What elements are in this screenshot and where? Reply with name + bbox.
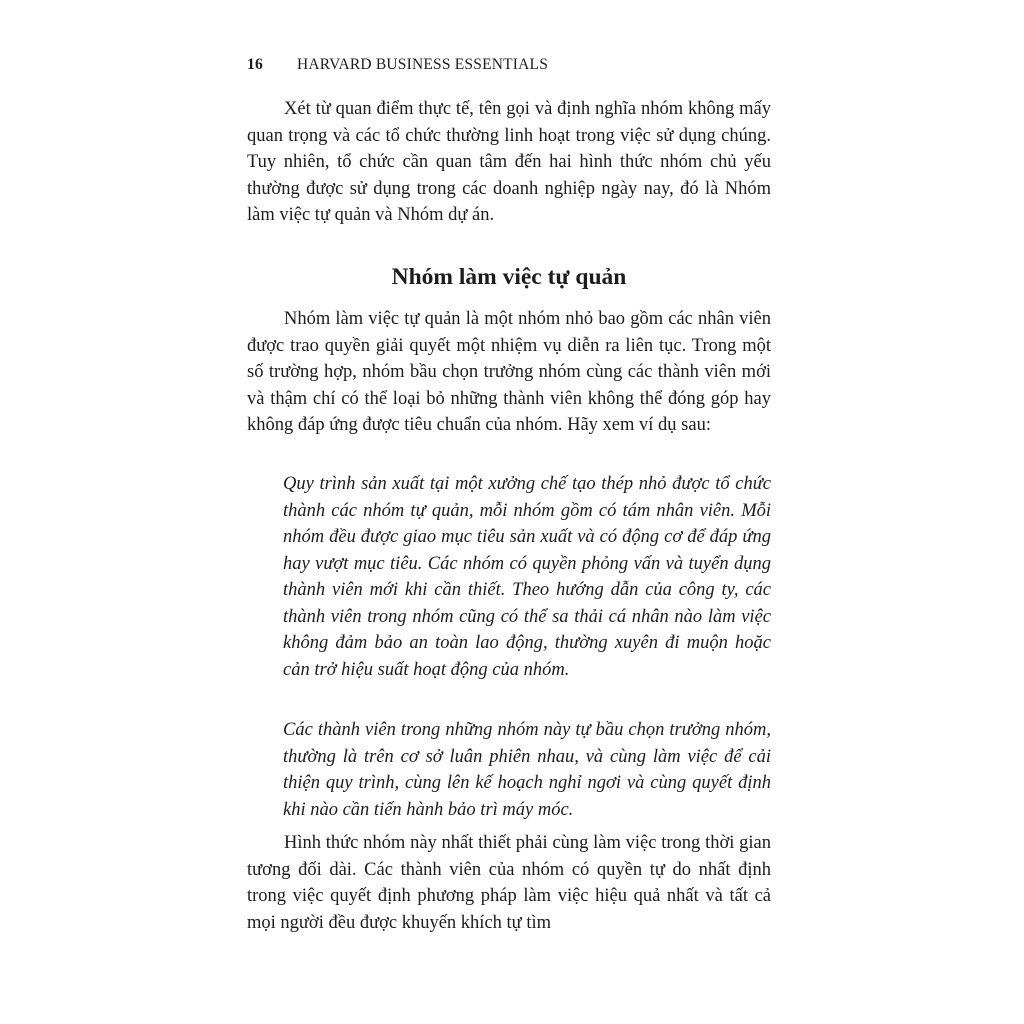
page-number: 16	[247, 56, 263, 73]
intro-paragraph: Xét từ quan điểm thực tế, tên gọi và định nghĩa nhóm không mấy quan trọng và các tổ chức thường linh hoạt trong việc sử dụng chúng. Tuy nhiên, tổ chức cần quan tâm đến hai hình thức nhóm chủ yếu thường được sử dụng trong các doanh nghiệp ngày nay, đó là Nhóm làm việc tự quản và Nhóm dự án.	[247, 99, 771, 225]
example-quote-2: Các thành viên trong những nhóm này tự bầu chọn trưởng nhóm, thường là trên cơ sở luân phiên nhau, và cùng làm việc để cải thiện quy trình, cùng lên kế hoạch nghỉ ngơi và cùng quyết định khi nào cần tiến hành bảo trì máy móc.	[283, 720, 771, 820]
example-quote-1: Quy trình sản xuất tại một xưởng chế tạo thép nhỏ được tổ chức thành các nhóm tự quản, mỗi nhóm gồm có tám nhân viên. Mỗi nhóm đều được giao mục tiêu sản xuất và có động cơ để đáp ứng hay vượt mục tiêu. Các nhóm có quyền phỏng vấn và tuyển dụng thành viên mới khi cần thiết. Theo hướng dẫn của công ty, các thành viên trong nhóm cũng có thể sa thải cá nhân nào làm việc không đảm bảo an toàn lao động, thường xuyên đi muộn hoặc cản trở hiệu suất hoạt động của nhóm.	[283, 474, 771, 680]
book-title: HARVARD BUSINESS ESSENTIALS	[296, 56, 549, 73]
example-quote-block-1	[283, 471, 771, 683]
closing-paragraph: Hình thức nhóm này nhất thiết phải cùng làm việc trong thời gian tương đối dài. Các thành viên của nhóm có quyền tự do nhất định trong việc quyết định phương pháp làm việc hiệu quả nhất và tất cả mọi người đều được khuyến khích tự tìm	[247, 833, 771, 933]
running-head	[247, 56, 548, 74]
section-heading: Nhóm làm việc tự quản	[391, 264, 627, 290]
definition-paragraph: Nhóm làm việc tự quản là một nhóm nhỏ bao gồm các nhân viên được trao quyền giải quyết một nhiệm vụ diễn ra liên tục. Trong một số trường hợp, nhóm bầu chọn trưởng nhóm cùng các thành viên mới và thậm chí có thể loại bỏ những thành viên không thể đóng góp hay không đáp ứng được tiêu chuẩn của nhóm. Hãy xem ví dụ sau:	[247, 309, 771, 435]
example-quote-block-2	[283, 717, 771, 823]
definition-paragraph-block	[247, 306, 771, 439]
closing-paragraph-block	[247, 830, 771, 936]
intro-paragraph-block	[247, 96, 771, 229]
